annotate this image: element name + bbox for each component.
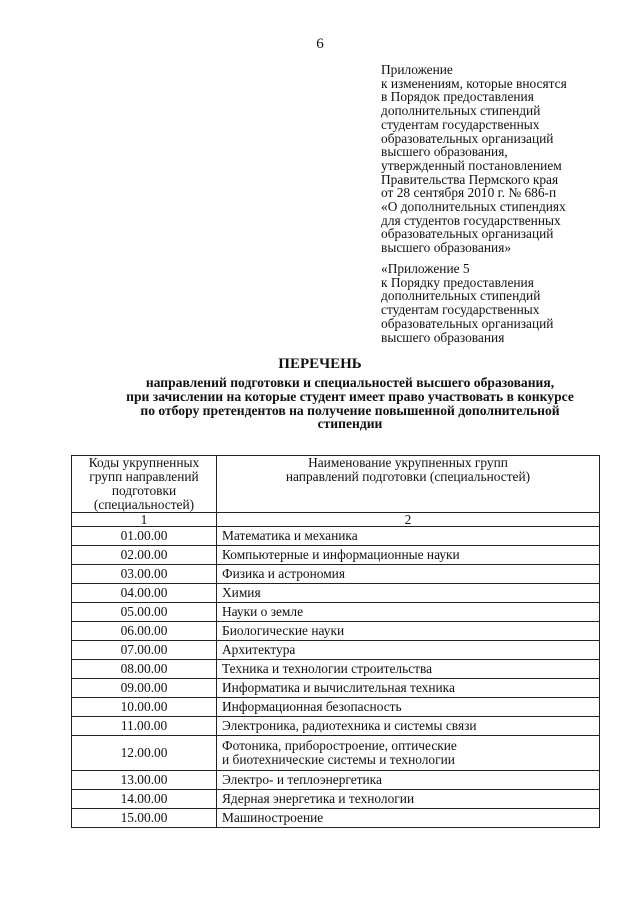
table-row bbox=[72, 603, 600, 622]
text-line: высшего образования» bbox=[381, 240, 512, 256]
text-line: в Порядок предоставления bbox=[381, 89, 534, 105]
specialty-name-line: Фотоника, приборостроение, оптические bbox=[222, 738, 457, 753]
table-row bbox=[72, 565, 600, 584]
text-line: стипендии bbox=[317, 416, 383, 432]
specialty-code: 06.00.00 bbox=[72, 622, 217, 641]
annex-header bbox=[381, 63, 631, 255]
specialty-code: 05.00.00 bbox=[72, 603, 217, 622]
table-row bbox=[72, 771, 600, 790]
specialty-name bbox=[217, 660, 600, 679]
text-line: высшего образования bbox=[381, 329, 505, 345]
text-line: подготовки bbox=[111, 483, 177, 498]
specialty-code: 08.00.00 bbox=[72, 660, 217, 679]
specialty-name bbox=[217, 527, 600, 546]
specialty-name bbox=[217, 565, 600, 584]
column-number-1: 1 bbox=[72, 513, 217, 527]
text-line: Правительства Пермского края bbox=[381, 171, 559, 187]
table-header-row bbox=[72, 456, 600, 513]
specialty-name-line: Науки о земле bbox=[222, 604, 304, 619]
text-line: Коды укрупненных bbox=[88, 455, 200, 470]
specialty-name-line: Архитектура bbox=[222, 642, 296, 657]
specialty-code: 07.00.00 bbox=[72, 641, 217, 660]
document-title: ПЕРЕЧЕНЬ bbox=[278, 356, 362, 372]
text-line: по отбору претендентов на получение повышенной дополнительной bbox=[140, 402, 560, 418]
text-line: образовательных организаций bbox=[381, 315, 554, 331]
table-row bbox=[72, 527, 600, 546]
specialty-code: 03.00.00 bbox=[72, 565, 217, 584]
text-line: от 28 сентября 2010 г. № 686-п bbox=[381, 185, 557, 201]
specialty-name-line: Электро- и теплоэнергетика bbox=[222, 772, 382, 787]
specialty-name bbox=[217, 546, 600, 565]
text-line: для студентов государственных bbox=[381, 212, 561, 228]
specialty-name-line: Ядерная энергетика и технологии bbox=[222, 791, 415, 806]
specialty-code: 09.00.00 bbox=[72, 679, 217, 698]
specialty-name-line: Информатика и вычислительная техника bbox=[222, 680, 455, 695]
header-names bbox=[217, 456, 600, 513]
specialties-table bbox=[71, 455, 600, 828]
specialty-name-line: Биологические науки bbox=[222, 623, 345, 638]
text-line: при зачислении на которые студент имеет право участвовать в конкурсе bbox=[126, 388, 574, 404]
text-line: групп направлений bbox=[89, 469, 199, 484]
text-line: направлений подготовки и специальностей высшего образования, bbox=[145, 375, 555, 390]
specialty-name-line: Математика и механика bbox=[222, 528, 358, 543]
table-row bbox=[72, 679, 600, 698]
specialty-name-line: Информационная безопасность bbox=[222, 699, 402, 714]
table-row bbox=[72, 717, 600, 736]
specialty-name-line: Компьютерные и информационные науки bbox=[222, 547, 460, 562]
specialty-code: 14.00.00 bbox=[72, 790, 217, 809]
text-line: Наименование укрупненных групп bbox=[308, 455, 508, 470]
specialty-name bbox=[217, 736, 600, 771]
text-line: к изменениям, которые вносятся bbox=[381, 75, 567, 91]
specialty-name bbox=[217, 641, 600, 660]
text-line: студентам государственных bbox=[381, 302, 540, 318]
column-number-2: 2 bbox=[217, 513, 600, 527]
specialty-name bbox=[217, 622, 600, 641]
specialty-name bbox=[217, 679, 600, 698]
table-row bbox=[72, 641, 600, 660]
specialty-name-line: и биотехнические системы и технологии bbox=[222, 752, 455, 767]
specialty-name bbox=[217, 717, 600, 736]
text-line: дополнительных стипендий bbox=[381, 103, 541, 119]
specialty-name bbox=[217, 771, 600, 790]
column-number-row bbox=[72, 513, 600, 527]
specialty-code: 15.00.00 bbox=[72, 809, 217, 828]
table-row bbox=[72, 809, 600, 828]
specialty-code: 04.00.00 bbox=[72, 584, 217, 603]
text-line: (специальностей) bbox=[93, 497, 195, 512]
table-row bbox=[72, 790, 600, 809]
specialty-name bbox=[217, 790, 600, 809]
specialty-code: 02.00.00 bbox=[72, 546, 217, 565]
document-subtitle bbox=[60, 376, 640, 431]
table-row bbox=[72, 622, 600, 641]
text-line: к Порядку предоставления bbox=[381, 274, 534, 290]
table-row bbox=[72, 660, 600, 679]
specialty-code: 11.00.00 bbox=[72, 717, 217, 736]
specialty-code: 10.00.00 bbox=[72, 698, 217, 717]
specialty-code: 01.00.00 bbox=[72, 527, 217, 546]
table-row bbox=[72, 698, 600, 717]
header-codes bbox=[72, 456, 217, 513]
specialty-name-line: Техника и технологии строительства bbox=[222, 661, 433, 676]
specialty-name-line: Электроника, радиотехника и системы связи bbox=[222, 718, 477, 733]
specialty-name bbox=[217, 584, 600, 603]
text-line: студентам государственных bbox=[381, 116, 540, 132]
annex-5-header bbox=[381, 262, 631, 344]
table-row bbox=[72, 736, 600, 771]
specialty-name bbox=[217, 809, 600, 828]
specialty-name bbox=[217, 698, 600, 717]
text-line: высшего образования, bbox=[381, 144, 508, 160]
specialty-code: 13.00.00 bbox=[72, 771, 217, 790]
text-line: «Приложение 5 bbox=[381, 261, 470, 276]
text-line: Приложение bbox=[381, 62, 453, 77]
specialty-name-line: Химия bbox=[222, 585, 261, 600]
text-line: «О дополнительных стипендиях bbox=[381, 199, 566, 215]
table-row bbox=[72, 546, 600, 565]
text-line: направлений подготовки (специальностей) bbox=[285, 469, 531, 484]
specialty-code: 12.00.00 bbox=[72, 736, 217, 771]
text-line: образовательных организаций bbox=[381, 130, 554, 146]
specialty-name bbox=[217, 603, 600, 622]
text-line: утвержденный постановлением bbox=[381, 157, 562, 173]
table-row bbox=[72, 584, 600, 603]
specialty-name-line: Физика и астрономия bbox=[222, 566, 346, 581]
page-number: 6 bbox=[316, 36, 324, 52]
text-line: дополнительных стипендий bbox=[381, 288, 541, 304]
text-line: образовательных организаций bbox=[381, 226, 554, 242]
specialty-name-line: Машиностроение bbox=[222, 810, 324, 825]
